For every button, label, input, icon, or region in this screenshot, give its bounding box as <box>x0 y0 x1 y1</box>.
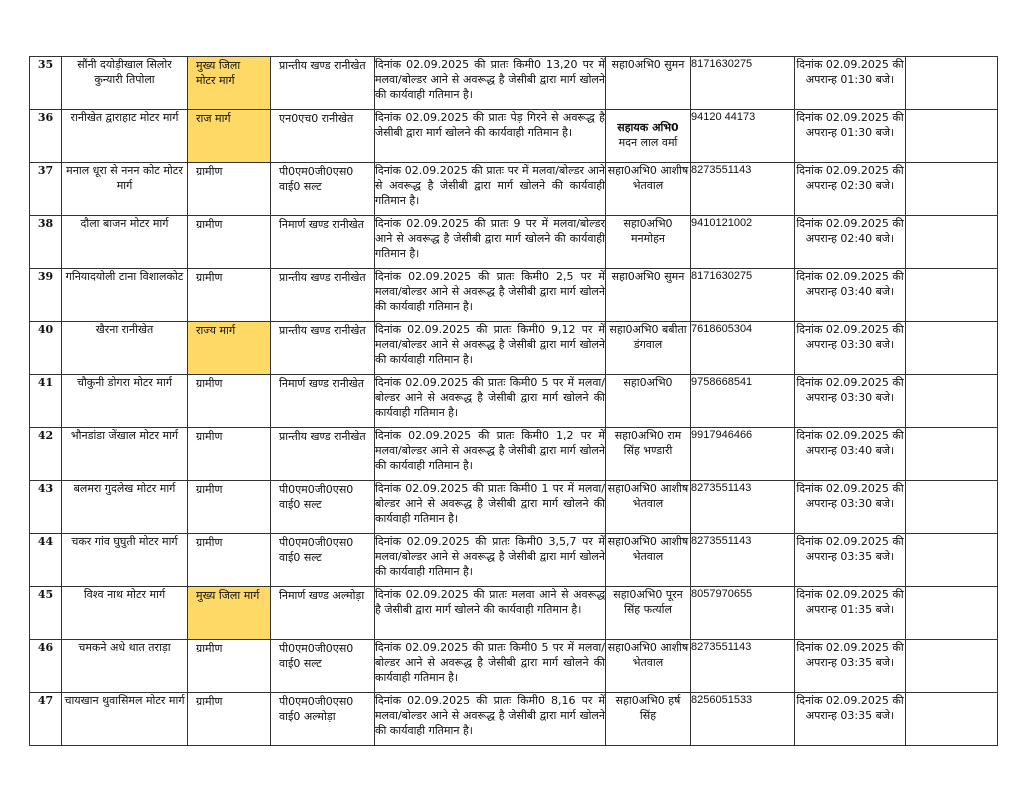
road-name: चकर गांव घुघुती मोटर मार्ग <box>62 534 188 587</box>
serial-number: 36 <box>30 110 62 163</box>
table-row <box>30 110 998 163</box>
report-time: दिनांक 02.09.2025 की अपरान्ह 03:40 बजे। <box>795 428 906 481</box>
status-description: दिनांक 02.09.2025 की प्रातः किमी0 1 पर में मलवा/बोल्डर आने से अवरूद्ध है जेसीबी द्वारा मार्ग खोलने की कार्यवाही गतिमान है। <box>375 481 606 534</box>
serial-number: 35 <box>30 57 62 110</box>
road-category: ग्रामीण <box>188 534 271 587</box>
division-name: पी0एम0जी0एस0 वाई0 सल्ट <box>271 640 375 693</box>
table-row <box>30 693 998 746</box>
serial-number: 37 <box>30 163 62 216</box>
officer-phone: 8171630275 <box>691 57 795 110</box>
report-time: दिनांक 02.09.2025 की अपरान्ह 01:30 बजे। <box>795 110 906 163</box>
remarks-cell <box>906 534 998 587</box>
officer-name: सहा0अभि0 आशीष भेतवाल <box>606 163 691 216</box>
table-row <box>30 57 998 110</box>
table-row <box>30 534 998 587</box>
status-description: दिनांक 02.09.2025 की प्रातः पर में मलवा/बोल्डर आने से अवरूद्ध है जेसीबी द्वारा मार्ग खोलने की कार्यवाही गतिमान है। <box>375 163 606 216</box>
officer-name: सहा0अभि0 सुमन <box>606 57 691 110</box>
road-name: मनाल धूरा से ननन कोट मोटर मार्ग <box>62 163 188 216</box>
road-status-table <box>29 56 998 746</box>
road-name: चायखान थुवासिमल मोटर मार्ग <box>62 693 188 746</box>
officer-name: सहा0अभि0 पूरन सिंह फर्त्याल <box>606 587 691 640</box>
remarks-cell <box>906 110 998 163</box>
status-description: दिनांक 02.09.2025 की प्रातः किमी0 5 पर में मलवा/बोल्डर आने से अवरूद्ध है जेसीबी द्वारा मार्ग खोलने की कार्यवाही गतिमान है। <box>375 375 606 428</box>
division-name: प्रान्तीय खण्ड रानीखेत <box>271 269 375 322</box>
officer-name: सहा0अभि0 आशीष भेतवाल <box>606 481 691 534</box>
officer-name: सहा0अभि0 <box>606 375 691 428</box>
road-name: चमकने अधे थात तराड़ा <box>62 640 188 693</box>
officer-phone: 8273551143 <box>691 481 795 534</box>
road-category: ग्रामीण <box>188 428 271 481</box>
table-row <box>30 163 998 216</box>
status-description: दिनांक 02.09.2025 की प्रातः किमी0 1,2 पर में मलवा/बोल्डर आने से अवरूद्ध है जेसीबी द्वारा मार्ग खोलने की कार्यवाही गतिमान है। <box>375 428 606 481</box>
table-row <box>30 428 998 481</box>
division-name: पी0एम0जी0एस0 वाई0 अल्मोड़ा <box>271 693 375 746</box>
remarks-cell <box>906 322 998 375</box>
officer-phone: 8273551143 <box>691 163 795 216</box>
road-category: ग्रामीण <box>188 640 271 693</box>
road-name: दौला बाजन मोटर मार्ग <box>62 216 188 269</box>
report-time: दिनांक 02.09.2025 की अपरान्ह 03:30 बजे। <box>795 481 906 534</box>
status-description: दिनांक 02.09.2025 की प्रातः किमी0 8,16 पर में मलवा/बोल्डर आने से अवरूद्ध है जेसीबी द्वारा मार्ग खोलने की कार्यवाही गतिमान है। <box>375 693 606 746</box>
remarks-cell <box>906 587 998 640</box>
report-time: दिनांक 02.09.2025 की अपरान्ह 01:30 बजे। <box>795 57 906 110</box>
table-row <box>30 640 998 693</box>
serial-number: 46 <box>30 640 62 693</box>
officer-phone: 8273551143 <box>691 534 795 587</box>
division-name: निमार्ण खण्ड रानीखेत <box>271 216 375 269</box>
remarks-cell <box>906 269 998 322</box>
report-time: दिनांक 02.09.2025 की अपरान्ह 02:40 बजे। <box>795 216 906 269</box>
status-description: दिनांक 02.09.2025 की प्रातः 9 पर में मलवा/बोल्डर आने से अवरूद्ध है जेसीबी द्वारा मार्ग खोलने की कार्यवाही गतिमान है। <box>375 216 606 269</box>
status-description: दिनांक 02.09.2025 की प्रातः किमी0 9,12 पर में मलवा/बोल्डर आने से अवरूद्ध है जेसीबी द्वारा मार्ग खोलने की कार्यवाही गतिमान है। <box>375 322 606 375</box>
division-name: पी0एम0जी0एस0 वाई0 सल्ट <box>271 163 375 216</box>
officer-name: सहा0अभि0 आशीष भेतवाल <box>606 534 691 587</box>
road-category: मुख्य जिला मार्ग <box>188 587 271 640</box>
remarks-cell <box>906 481 998 534</box>
road-name: भौनडांडा जेंखाल मोटर मार्ग <box>62 428 188 481</box>
officer-name: सहा0अभि0 मनमोहन <box>606 216 691 269</box>
officer-phone: 8273551143 <box>691 640 795 693</box>
remarks-cell <box>906 163 998 216</box>
remarks-cell <box>906 216 998 269</box>
officer-phone: 9917946466 <box>691 428 795 481</box>
road-category: ग्रामीण <box>188 375 271 428</box>
serial-number: 43 <box>30 481 62 534</box>
road-category: ग्रामीण <box>188 693 271 746</box>
status-description: दिनांक 02.09.2025 की प्रातः मलवा आने से अवरूद्ध है जेसीबी द्वारा मार्ग खोलने की कार्यवाही गतिमान है। <box>375 587 606 640</box>
officer-name: सहा0अभि0 हर्ष सिंह <box>606 693 691 746</box>
status-description: दिनांक 02.09.2025 की प्रातः किमी0 3,5,7 पर में मलवा/बोल्डर आने से अवरूद्ध है जेसीबी द्वारा मार्ग खोलने की कार्यवाही गतिमान है। <box>375 534 606 587</box>
officer-phone: 9410121002 <box>691 216 795 269</box>
table-row <box>30 481 998 534</box>
road-name: बलमरा गुदलेख मोटर मार्ग <box>62 481 188 534</box>
remarks-cell <box>906 375 998 428</box>
table-row <box>30 375 998 428</box>
road-name: चौकुनी डोगरा मोटर मार्ग <box>62 375 188 428</box>
officer-name: सहा0अभि0 आशीष भेतवाल <box>606 640 691 693</box>
road-name: खैरना रानीखेत <box>62 322 188 375</box>
road-category: राज्य मार्ग <box>188 322 271 375</box>
report-time: दिनांक 02.09.2025 की अपरान्ह 03:40 बजे। <box>795 269 906 322</box>
road-name: सौंनी दयोड़ीखाल सिलोर कुन्यारी तिपोला <box>62 57 188 110</box>
table-row <box>30 587 998 640</box>
table-row <box>30 322 998 375</box>
road-name: रानीखेत द्वाराहाट मोटर मार्ग <box>62 110 188 163</box>
status-description: दिनांक 02.09.2025 की प्रातः पेड़ गिरने से अवरूद्ध है जेसीबी द्वारा मार्ग खोलने की कार्यवाही गतिमान है। <box>375 110 606 163</box>
officer-phone: 8057970655 <box>691 587 795 640</box>
division-name: निमार्ण खण्ड अल्मोड़ा <box>271 587 375 640</box>
division-name: पी0एम0जी0एस0 वाई0 सल्ट <box>271 534 375 587</box>
serial-number: 41 <box>30 375 62 428</box>
serial-number: 40 <box>30 322 62 375</box>
road-name: विश्व नाथ मोटर मार्ग <box>62 587 188 640</box>
division-name: एन0एच0 रानीखेत <box>271 110 375 163</box>
serial-number: 45 <box>30 587 62 640</box>
serial-number: 38 <box>30 216 62 269</box>
officer-phone: 94120 44173 <box>691 110 795 163</box>
table-row <box>30 216 998 269</box>
report-time: दिनांक 02.09.2025 की अपरान्ह 03:35 बजे। <box>795 693 906 746</box>
report-time: दिनांक 02.09.2025 की अपरान्ह 03:30 बजे। <box>795 375 906 428</box>
status-description: दिनांक 02.09.2025 की प्रातः किमी0 5 पर में मलवा/बोल्डर आने से अवरूद्ध है जेसीबी द्वारा मार्ग खोलने की कार्यवाही गतिमान है। <box>375 640 606 693</box>
report-time: दिनांक 02.09.2025 की अपरान्ह 02:30 बजे। <box>795 163 906 216</box>
serial-number: 44 <box>30 534 62 587</box>
officer-name: सहा0अभि0 राम सिंह भण्डारी <box>606 428 691 481</box>
officer-phone: 8171630275 <box>691 269 795 322</box>
table-row <box>30 269 998 322</box>
report-time: दिनांक 02.09.2025 की अपरान्ह 03:30 बजे। <box>795 322 906 375</box>
division-name: पी0एम0जी0एस0 वाई0 सल्ट <box>271 481 375 534</box>
road-category: मुख्य जिला मोटर मार्ग <box>188 57 271 110</box>
officer-name: सहा0अभि0 सुमन <box>606 269 691 322</box>
report-time: दिनांक 02.09.2025 की अपरान्ह 03:35 बजे। <box>795 640 906 693</box>
officer-phone: 8256051533 <box>691 693 795 746</box>
remarks-cell <box>906 640 998 693</box>
officer-phone: 7618605304 <box>691 322 795 375</box>
road-category: राज मार्ग <box>188 110 271 163</box>
remarks-cell <box>906 57 998 110</box>
remarks-cell <box>906 693 998 746</box>
serial-number: 47 <box>30 693 62 746</box>
officer-phone: 9758668541 <box>691 375 795 428</box>
road-category: ग्रामीण <box>188 216 271 269</box>
division-name: निमार्ण खण्ड रानीखेत <box>271 375 375 428</box>
division-name: प्रान्तीय खण्ड रानीखेत <box>271 322 375 375</box>
road-name: गनियादयोली टाना विशालकोट <box>62 269 188 322</box>
road-category: ग्रामीण <box>188 269 271 322</box>
officer-name: सहा0अभि0 बबीता डंगवाल <box>606 322 691 375</box>
road-category: ग्रामीण <box>188 163 271 216</box>
division-name: प्रान्तीय खण्ड रानीखेत <box>271 57 375 110</box>
division-name: प्रान्तीय खण्ड रानीखेत <box>271 428 375 481</box>
remarks-cell <box>906 428 998 481</box>
road-category: ग्रामीण <box>188 481 271 534</box>
status-description: दिनांक 02.09.2025 की प्रातः किमी0 2,5 पर में मलवा/बोल्डर आने से अवरूद्ध है जेसीबी द्वारा मार्ग खोलने की कार्यवाही गतिमान है। <box>375 269 606 322</box>
serial-number: 42 <box>30 428 62 481</box>
status-description: दिनांक 02.09.2025 की प्रातः किमी0 13,20 पर में मलवा/बोल्डर आने से अवरूद्ध है जेसीबी द्वारा मार्ग खोलने की कार्यवाही गतिमान है। <box>375 57 606 110</box>
officer-name: सहायक अभि0 मदन लाल वर्मा <box>606 110 691 163</box>
report-time: दिनांक 02.09.2025 की अपरान्ह 03:35 बजे। <box>795 534 906 587</box>
report-time: दिनांक 02.09.2025 की अपरान्ह 01:35 बजे। <box>795 587 906 640</box>
serial-number: 39 <box>30 269 62 322</box>
